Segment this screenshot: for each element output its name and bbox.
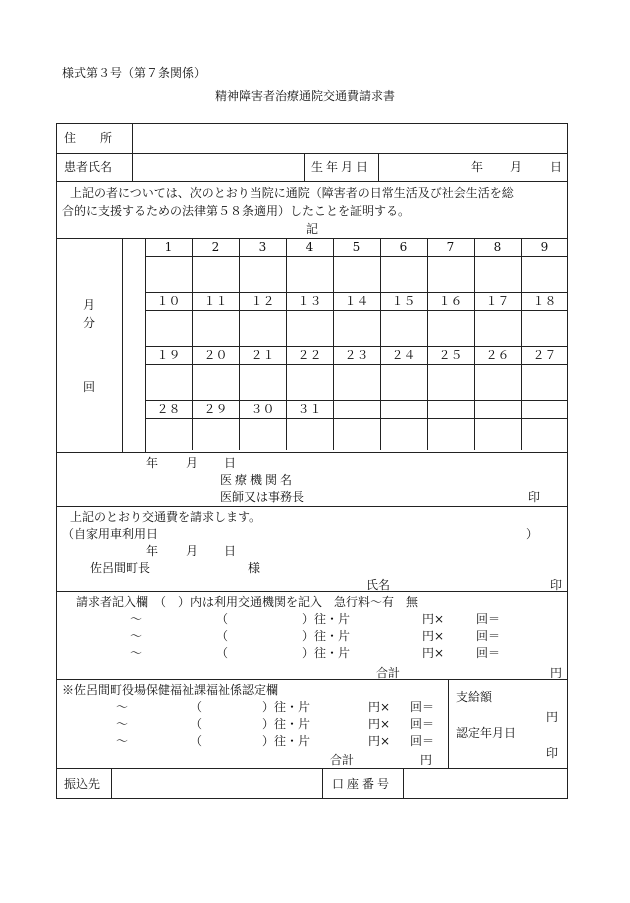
birth-day-unit: 日 [550, 160, 563, 174]
cert-year-unit: 年 [146, 456, 159, 470]
visit-count-cell[interactable] [428, 311, 473, 345]
claim-month-unit: 月 [186, 544, 199, 558]
day-number: ２１ [250, 348, 275, 362]
transport-paren-open: （ [216, 629, 229, 643]
claim-text: 上記のとおり交通費を請求します。 [70, 510, 262, 524]
day-number: １７ [485, 294, 510, 308]
visit-count-cell[interactable] [193, 365, 238, 399]
payment-amount-label: 支給額 [456, 690, 493, 704]
birth-month-unit: 月 [510, 160, 523, 174]
visit-count-cell[interactable] [240, 419, 285, 453]
visit-count-cell[interactable] [522, 311, 567, 345]
patient-name-label: 患者氏名 [64, 160, 113, 174]
visit-count-cell[interactable] [381, 365, 426, 399]
round-trip-label: ）往・片 [262, 734, 311, 748]
visit-count-cell[interactable] [240, 365, 285, 399]
day-number: １３ [297, 294, 322, 308]
visit-count-cell[interactable] [381, 257, 426, 291]
visit-count-cell[interactable] [334, 257, 379, 291]
month-label: 月 [83, 298, 96, 312]
day-number: 8 [493, 240, 502, 254]
institution-seal-mark: 印 [528, 490, 541, 504]
visit-count-cell[interactable] [287, 257, 332, 291]
divider [56, 679, 568, 680]
approval-date-label: 認定年月日 [456, 726, 517, 740]
day-number: ３０ [250, 402, 275, 416]
yen-times-label: 円× [368, 734, 391, 748]
visit-count-cell[interactable] [475, 419, 520, 453]
day-number: ２６ [485, 348, 510, 362]
day-number: １８ [532, 294, 557, 308]
birth-year-unit: 年 [471, 160, 484, 174]
day-number: ２８ [156, 402, 181, 416]
times-equals-label: 回＝ [476, 646, 501, 660]
day-number: １１ [203, 294, 228, 308]
tilde-mark: ～ [130, 629, 143, 643]
divider [448, 679, 449, 768]
round-trip-label: ）往・片 [262, 717, 311, 731]
round-trip-label: ）往・片 [262, 700, 311, 714]
applicant-heading: 請求者記入欄 （ ）内は利用交通機関を記入 急行料～有 無 [76, 595, 419, 609]
addressee-label: 佐呂間町長 [90, 561, 151, 575]
address-field[interactable] [134, 125, 566, 152]
visit-count-cell[interactable] [334, 365, 379, 399]
visit-count-cell[interactable] [193, 419, 238, 453]
certify-text-line2: 合的に支援するための法律第５８条適用）したことを証明する。 [62, 204, 411, 218]
day-number: 1 [164, 240, 173, 254]
yen-times-label: 円× [422, 612, 445, 626]
visit-count-cell[interactable] [475, 311, 520, 345]
day-number: ２４ [391, 348, 416, 362]
visit-count-cell[interactable] [334, 311, 379, 345]
visit-count-cell[interactable] [522, 419, 567, 453]
tilde-mark: ～ [116, 734, 129, 748]
times-equals-label: 回＝ [410, 700, 435, 714]
form-number: 様式第３号（第７条関係） [62, 66, 207, 80]
times-equals-label: 回＝ [476, 612, 501, 626]
times-equals-label: 回＝ [410, 717, 435, 731]
visit-count-cell[interactable] [475, 257, 520, 291]
visit-count-cell[interactable] [522, 365, 567, 399]
tilde-mark: ～ [130, 612, 143, 626]
office-total-yen: 円 [420, 753, 433, 767]
visit-count-cell[interactable] [193, 257, 238, 291]
times-equals-label: 回＝ [410, 734, 435, 748]
count-label: 回 [83, 380, 96, 394]
transport-paren-open: （ [190, 734, 203, 748]
visit-count-cell[interactable] [146, 365, 191, 399]
certify-text-line1: 上記の者については、次のとおり当院に通院（障害者の日常生活及び社会生活を総 [70, 186, 514, 200]
divider [56, 506, 568, 507]
applicant-total-yen: 円 [550, 666, 563, 680]
claim-day-unit: 日 [224, 544, 237, 558]
visit-count-cell[interactable] [428, 257, 473, 291]
divider [56, 181, 568, 182]
round-trip-label: ）往・片 [302, 646, 351, 660]
day-number: １９ [156, 348, 181, 362]
divider [122, 238, 123, 452]
visit-count-cell[interactable] [334, 419, 379, 453]
day-number: １０ [156, 294, 181, 308]
day-number: ２２ [297, 348, 322, 362]
day-number: ２０ [203, 348, 228, 362]
office-heading: ※佐呂間町役場保健福祉課福祉係認定欄 [62, 683, 279, 697]
divider [56, 591, 568, 592]
yen-times-label: 円× [368, 717, 391, 731]
visit-count-cell[interactable] [522, 257, 567, 291]
patient-name-field[interactable] [134, 155, 303, 180]
ki-label: 記 [306, 222, 319, 236]
day-number: 9 [540, 240, 549, 254]
divider [56, 768, 568, 769]
day-number: 3 [258, 240, 267, 254]
birth-date-label: 生年月日 [311, 160, 372, 174]
divider [132, 123, 133, 181]
transfer-destination-label: 振込先 [64, 777, 101, 791]
round-trip-label: ）往・片 [302, 629, 351, 643]
office-total-label: 合計 [330, 753, 355, 767]
tilde-mark: ～ [116, 700, 129, 714]
day-number: 6 [399, 240, 408, 254]
visit-count-cell[interactable] [428, 419, 473, 453]
divider [111, 768, 112, 799]
claimant-name-label: 氏名 [366, 578, 391, 592]
yen-times-label: 円× [368, 700, 391, 714]
day-number: ２９ [203, 402, 228, 416]
month-label-2: 分 [83, 316, 96, 330]
institution-name-label: 医療機関名 [220, 473, 296, 487]
payment-amount-yen: 円 [546, 710, 559, 724]
day-number: ２３ [344, 348, 369, 362]
visit-count-cell[interactable] [475, 365, 520, 399]
transfer-destination-field[interactable] [113, 770, 320, 797]
form-title: 精神障害者治療通院交通費請求書 [215, 89, 396, 103]
cert-day-unit: 日 [224, 456, 237, 470]
transport-paren-open: （ [190, 700, 203, 714]
day-number: ２５ [438, 348, 463, 362]
divider [322, 768, 323, 799]
day-number: 2 [211, 240, 220, 254]
visit-count-cell[interactable] [240, 311, 285, 345]
day-number: １６ [438, 294, 463, 308]
private-car-open: （自家用車利用日 [62, 527, 159, 541]
tilde-mark: ～ [116, 717, 129, 731]
divider [145, 400, 568, 401]
times-equals-label: 回＝ [476, 629, 501, 643]
transport-paren-open: （ [216, 646, 229, 660]
visit-count-cell[interactable] [146, 257, 191, 291]
yen-times-label: 円× [422, 646, 445, 660]
cert-month-unit: 月 [186, 456, 199, 470]
address-label: 住 所 [64, 131, 113, 145]
visit-count-cell[interactable] [287, 311, 332, 345]
divider [145, 292, 568, 293]
visit-count-cell[interactable] [428, 365, 473, 399]
visit-count-cell[interactable] [146, 311, 191, 345]
day-number: 7 [446, 240, 455, 254]
round-trip-label: ）往・片 [302, 612, 351, 626]
visit-count-cell[interactable] [240, 257, 285, 291]
divider [56, 238, 568, 239]
claim-year-unit: 年 [146, 544, 159, 558]
day-number: 4 [305, 240, 314, 254]
account-number-label: 口座番号 [332, 777, 393, 791]
divider [304, 153, 305, 181]
claimant-seal-mark: 印 [550, 578, 563, 592]
account-number-field[interactable] [405, 770, 566, 797]
yen-times-label: 円× [422, 629, 445, 643]
day-number: ３１ [297, 402, 322, 416]
approval-seal-mark: 印 [546, 746, 559, 760]
day-number: １５ [391, 294, 416, 308]
day-number: １２ [250, 294, 275, 308]
divider [378, 153, 379, 181]
applicant-total-label: 合計 [376, 666, 401, 680]
tilde-mark: ～ [130, 646, 143, 660]
visit-count-cell[interactable] [146, 419, 191, 453]
visit-count-cell[interactable] [381, 311, 426, 345]
divider [403, 768, 404, 799]
transport-paren-open: （ [216, 612, 229, 626]
honorific-label: 様 [248, 561, 261, 575]
visit-count-cell[interactable] [381, 419, 426, 453]
private-car-close: ） [526, 527, 539, 541]
director-label: 医師又は事務長 [220, 490, 305, 504]
visit-count-cell[interactable] [287, 365, 332, 399]
divider [145, 346, 568, 347]
day-number: ２７ [532, 348, 557, 362]
day-number: １４ [344, 294, 369, 308]
visit-count-cell[interactable] [287, 419, 332, 453]
day-number: 5 [352, 240, 361, 254]
transport-paren-open: （ [190, 717, 203, 731]
visit-count-cell[interactable] [193, 311, 238, 345]
